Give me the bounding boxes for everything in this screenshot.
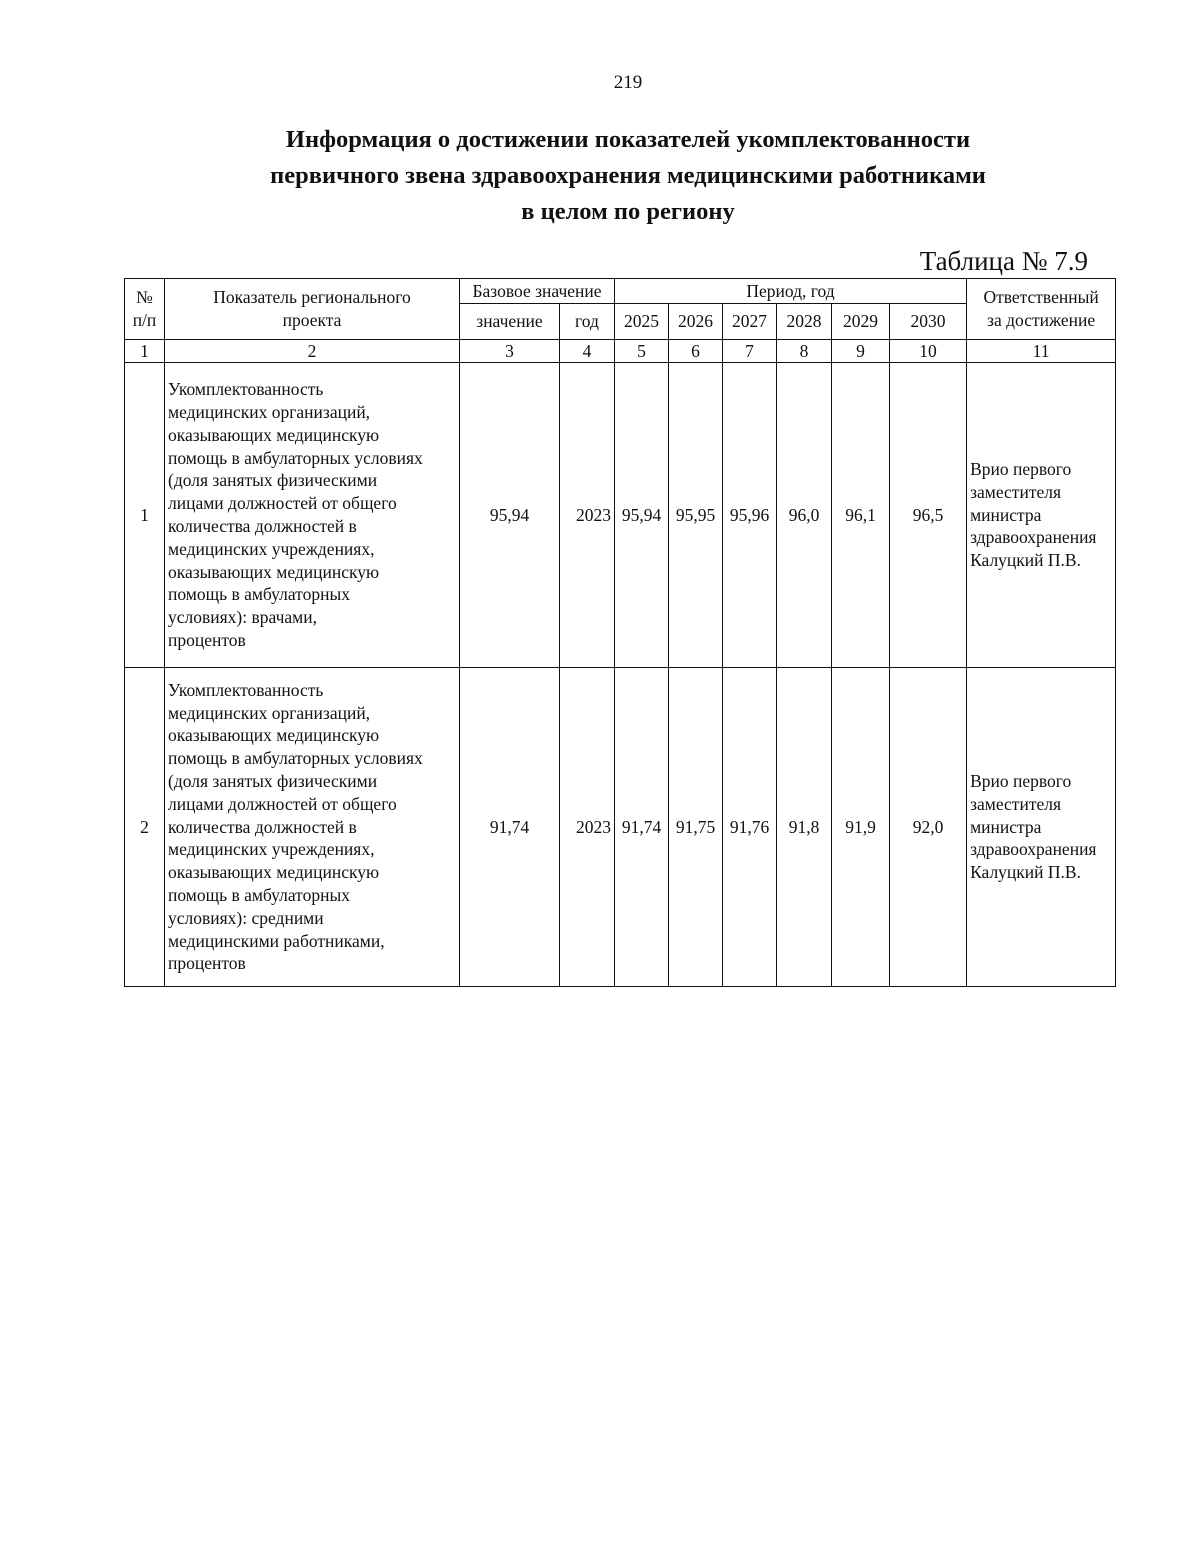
row-value-2028: 91,8	[777, 668, 832, 987]
header-base-value: значение	[460, 304, 560, 340]
row-base-year: 2023	[560, 668, 615, 987]
header-year: 2027	[723, 304, 777, 340]
row-num: 2	[125, 668, 165, 987]
row-value-2026: 91,75	[669, 668, 723, 987]
header-base: Базовое значение	[460, 279, 615, 304]
header-year: 2029	[832, 304, 890, 340]
column-number: 6	[669, 340, 723, 363]
column-number-row	[125, 340, 1116, 363]
row-value-2026: 95,95	[669, 363, 723, 668]
column-number: 9	[832, 340, 890, 363]
indicators-table	[124, 278, 1116, 987]
row-base-value: 95,94	[460, 363, 560, 668]
column-number: 4	[560, 340, 615, 363]
table-row	[125, 363, 1116, 668]
header-base-year: год	[560, 304, 615, 340]
header-period: Период, год	[615, 279, 967, 304]
row-value-2027: 91,76	[723, 668, 777, 987]
column-number: 11	[967, 340, 1116, 363]
row-value-2025: 95,94	[615, 363, 669, 668]
header-year: 2026	[669, 304, 723, 340]
header-num: № п/п	[125, 279, 165, 340]
row-indicator: Укомплектованность медицинских организаций, оказывающих медицинскую помощь в амбулаторных условиях (доля занятых физическими лицами должностей от общего количества должностей в медицинских учреждениях, оказывающих медицинскую помощь в амбулаторных условиях): средними медицинскими работниками, процентов	[165, 668, 460, 987]
column-number: 5	[615, 340, 669, 363]
column-number: 8	[777, 340, 832, 363]
page-number: 219	[613, 72, 643, 93]
header-row	[125, 279, 1116, 304]
row-value-2028: 96,0	[777, 363, 832, 668]
table-caption: Таблица № 7.9	[919, 246, 1088, 276]
row-value-2025: 91,74	[615, 668, 669, 987]
column-number: 7	[723, 340, 777, 363]
column-number: 2	[165, 340, 460, 363]
row-value-2027: 95,96	[723, 363, 777, 668]
row-value-2030: 92,0	[890, 668, 967, 987]
row-value-2029: 96,1	[832, 363, 890, 668]
row-num: 1	[125, 363, 165, 668]
column-number: 3	[460, 340, 560, 363]
document-title	[0, 122, 1200, 230]
row-base-year: 2023	[560, 363, 615, 668]
table-row	[125, 668, 1116, 987]
column-number: 1	[125, 340, 165, 363]
header-indicator: Показатель регионального проекта	[165, 279, 460, 340]
row-responsible: Врио первого заместителя министра здравоохранения Калуцкий П.В.	[967, 668, 1116, 987]
header-year: 2030	[890, 304, 967, 340]
header-responsible: Ответственный за достижение	[967, 279, 1116, 340]
column-number: 10	[890, 340, 967, 363]
row-base-value: 91,74	[460, 668, 560, 987]
row-value-2030: 96,5	[890, 363, 967, 668]
row-indicator: Укомплектованность медицинских организаций, оказывающих медицинскую помощь в амбулаторных условиях (доля занятых физическими лицами должностей от общего количества должностей в медицинских учреждениях, оказывающих медицинскую помощь в амбулаторных условиях): врачами, процентов	[165, 363, 460, 668]
row-value-2029: 91,9	[832, 668, 890, 987]
row-responsible: Врио первого заместителя министра здравоохранения Калуцкий П.В.	[967, 363, 1116, 668]
title-line-1: Информация о достижении показателей укомплектованности	[285, 126, 971, 153]
header-year: 2025	[615, 304, 669, 340]
title-line-2: первичного звена здравоохранения медицинскими работниками	[270, 162, 986, 189]
header-year: 2028	[777, 304, 832, 340]
title-line-3: в целом по региону	[521, 198, 735, 225]
